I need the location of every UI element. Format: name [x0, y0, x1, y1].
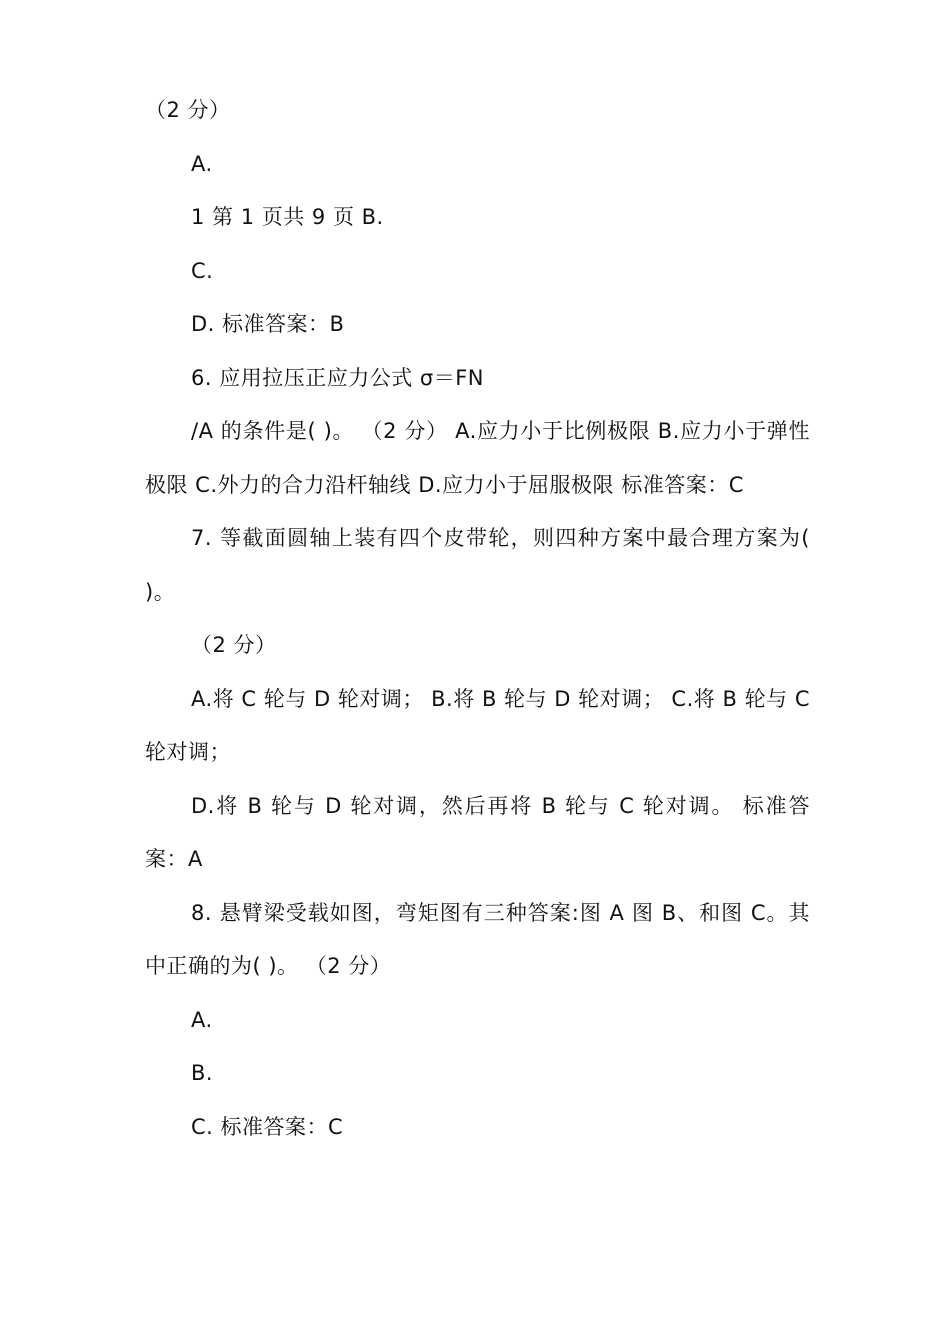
- paragraph-question-7-options: A.将 C 轮与 D 轮对调； B.将 B 轮与 D 轮对调； C.将 B 轮与 C 轮对调；: [145, 686, 810, 764]
- paragraph-score: （2 分）: [145, 98, 231, 122]
- paragraph-question-7-option-d: D.将 B 轮与 D 轮对调，然后再将 B 轮与 C 轮对调。 标准答案：A: [145, 793, 810, 871]
- paragraph-question-8-option-c-answer: C. 标准答案：C: [191, 1114, 344, 1139]
- paragraph-option-c: C.: [191, 258, 214, 283]
- paragraph-option-a: A.: [191, 151, 213, 176]
- paragraph-question-8-option-a: A.: [191, 1007, 213, 1032]
- paragraph-question-7: 7. 等截面圆轴上装有四个皮带轮，则四种方案中最合理方案为( )。: [145, 526, 810, 604]
- paragraph-question-8: 8. 悬臂梁受载如图，弯矩图有三种答案:图 A 图 B、和图 C。其中正确的为( )。 （2 分）: [145, 900, 810, 978]
- paragraph-question-6: 6. 应用拉压正应力公式 σ＝FN: [191, 365, 484, 390]
- paragraph-option-d-answer: D. 标准答案：B: [191, 312, 345, 336]
- paragraph-question-8-option-b: B.: [191, 1061, 214, 1085]
- paragraph-question-7-score: （2 分）: [191, 633, 277, 657]
- document-body: [145, 84, 810, 1154]
- paragraph-question-6-options: /A 的条件是( )。 （2 分） A.应力小于比例极限 B.应力小于弹性极限 C.外力的合力沿杆轴线 D.应力小于屈服极限 标准答案：C: [145, 419, 810, 497]
- paragraph-page-footer: 1 第 1 页共 9 页 B.: [191, 205, 384, 229]
